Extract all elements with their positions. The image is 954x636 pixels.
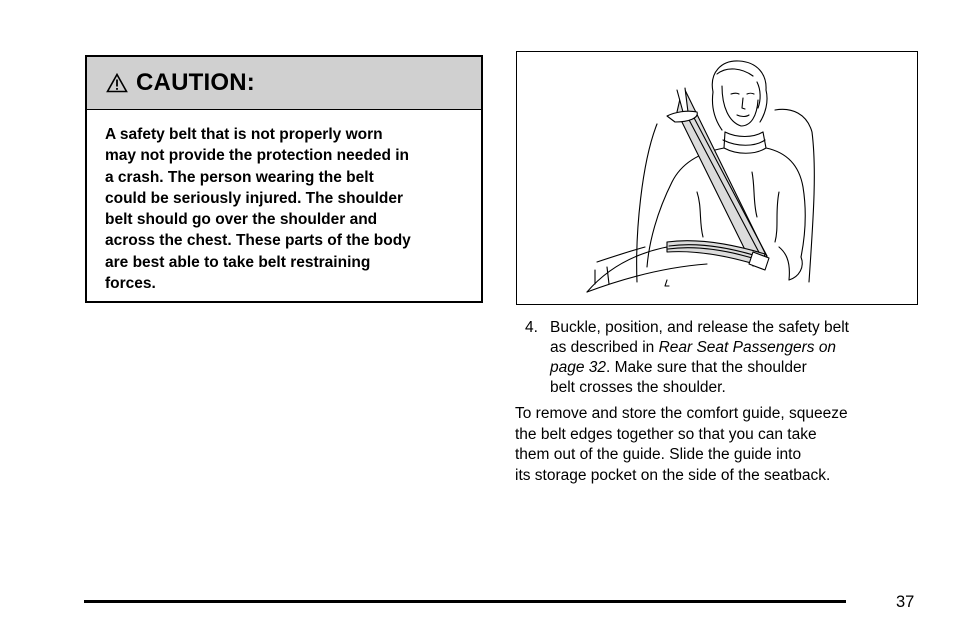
page-number: 37 bbox=[896, 593, 915, 611]
step-line bbox=[550, 358, 910, 378]
caution-line: across the chest. These parts of the body bbox=[105, 232, 411, 250]
step-number: 4. bbox=[525, 319, 538, 336]
caution-box bbox=[85, 55, 483, 303]
caution-line: forces. bbox=[105, 275, 156, 293]
cross-reference-link: Rear Seat Passengers on bbox=[658, 339, 837, 356]
paragraph-line: the belt edges together so that you can take bbox=[515, 425, 817, 443]
caution-line: may not provide the protection needed in bbox=[105, 147, 410, 165]
step-text bbox=[550, 318, 910, 398]
paragraph-line: To remove and store the comfort guide, squeeze bbox=[515, 405, 848, 422]
step-line bbox=[550, 338, 910, 358]
step-line: Buckle, position, and release the safety belt bbox=[550, 319, 849, 336]
caution-header bbox=[87, 57, 481, 110]
caution-line: belt should go over the shoulder and bbox=[105, 211, 378, 229]
seated-passenger-belt-drawing bbox=[517, 52, 919, 306]
caution-line: A safety belt that is not properly worn bbox=[105, 126, 383, 143]
paragraph-line: its storage pocket on the side of the seatback. bbox=[515, 466, 831, 484]
storage-paragraph bbox=[515, 404, 915, 486]
paragraph-line: them out of the guide. Slide the guide into bbox=[515, 446, 802, 463]
step-text-fragment: . Make sure that the shoulder bbox=[606, 359, 807, 376]
warning-triangle-icon bbox=[106, 73, 128, 93]
step-line: belt crosses the shoulder. bbox=[550, 379, 726, 396]
caution-line: are best able to take belt restraining bbox=[105, 253, 371, 271]
caution-text bbox=[105, 124, 475, 294]
caution-line: could be seriously injured. The shoulder bbox=[105, 189, 403, 207]
cross-reference-page: page 32 bbox=[550, 359, 607, 376]
step-text-fragment: as described in bbox=[550, 339, 659, 356]
caution-title: CAUTION: bbox=[136, 69, 255, 96]
footer-rule bbox=[84, 600, 846, 603]
caution-line: a crash. The person wearing the belt bbox=[105, 168, 374, 186]
seatbelt-illustration bbox=[516, 51, 918, 305]
